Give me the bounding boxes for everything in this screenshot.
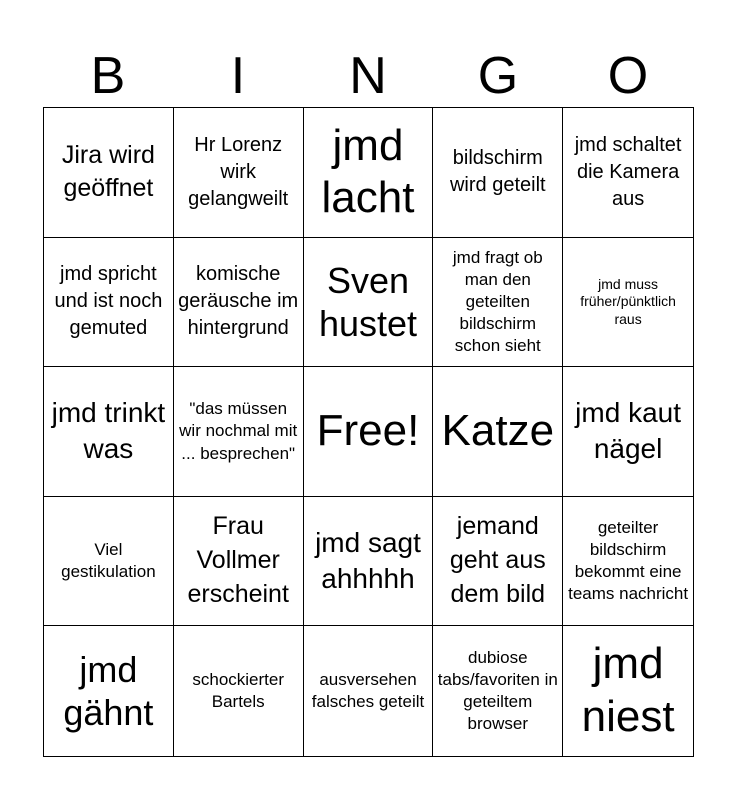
bingo-cell[interactable]: [433, 626, 563, 756]
cell-text: "das müssen wir nochmal mit ... besprechen": [179, 399, 298, 463]
bingo-cell[interactable]: [433, 238, 563, 368]
bingo-cell[interactable]: [563, 367, 693, 497]
cell-text: jmd kaut nägel: [575, 397, 681, 465]
header-letter-g: G: [477, 47, 519, 105]
cell-text: jmd trinkt was: [51, 397, 166, 465]
bingo-cell[interactable]: [304, 238, 434, 368]
bingo-cell[interactable]: [174, 367, 304, 497]
cell-text: Katze: [441, 406, 555, 456]
bingo-cell[interactable]: [44, 238, 174, 368]
cell-text: jmd muss früher/pünktlich raus: [580, 275, 676, 327]
cell-text: jmd spricht und ist noch gemuted: [54, 263, 163, 340]
bingo-cell[interactable]: [174, 238, 304, 368]
free-space-cell[interactable]: [304, 367, 434, 497]
bingo-cell[interactable]: [563, 238, 693, 368]
bingo-cell[interactable]: [304, 108, 434, 238]
bingo-cell[interactable]: [563, 108, 693, 238]
bingo-cell[interactable]: [44, 367, 174, 497]
bingo-header: [43, 44, 693, 108]
cell-text: Free!: [316, 406, 420, 456]
cell-text: komische geräusche im hintergrund: [178, 263, 299, 340]
cell-text: jmd schaltet die Kamera aus: [574, 133, 682, 210]
bingo-cell[interactable]: [433, 497, 563, 627]
bingo-cell[interactable]: [433, 108, 563, 238]
cell-text: schockierter Bartels: [192, 670, 285, 712]
cell-text: bildschirm wird geteilt: [449, 147, 546, 197]
cell-text: jmd gähnt: [63, 649, 154, 734]
cell-text: Frau Vollmer erscheint: [187, 512, 289, 608]
bingo-cell[interactable]: [44, 497, 174, 627]
bingo-cell[interactable]: [304, 497, 434, 627]
bingo-cell[interactable]: [174, 497, 304, 627]
cell-text: jemand geht aus dem bild: [449, 512, 546, 608]
cell-text: jmd fragt ob man den geteilten bildschirm schon sieht: [452, 247, 543, 356]
cell-text: Jira wird geöffnet: [61, 140, 155, 203]
bingo-cell[interactable]: [174, 626, 304, 756]
bingo-cell[interactable]: [174, 108, 304, 238]
cell-text: ausversehen falsches geteilt: [311, 670, 425, 712]
header-letter-n: N: [349, 47, 387, 105]
header-letter-i: I: [230, 47, 246, 105]
cell-text: jmd niest: [581, 639, 675, 742]
cell-text: geteilter bildschirm bekommt eine teams nachricht: [568, 517, 689, 604]
cell-text: dubiose tabs/favoriten in geteiltem browser: [437, 648, 558, 734]
bingo-cell[interactable]: [44, 626, 174, 756]
bingo-cell[interactable]: [563, 497, 693, 627]
bingo-cell[interactable]: [563, 626, 693, 756]
bingo-cell[interactable]: [44, 108, 174, 238]
header-letter-b: B: [90, 47, 126, 105]
cell-text: jmd sagt ahhhhh: [315, 526, 421, 595]
bingo-board: [43, 107, 694, 757]
bingo-cell[interactable]: [304, 626, 434, 756]
cell-text: Viel gestikulation: [61, 540, 156, 582]
cell-text: Hr Lorenz wirk gelangweilt: [188, 133, 289, 210]
bingo-cell[interactable]: [433, 367, 563, 497]
cell-text: Sven hustet: [318, 259, 418, 344]
header-letter-o: O: [607, 47, 649, 105]
cell-text: jmd lacht: [321, 120, 415, 223]
